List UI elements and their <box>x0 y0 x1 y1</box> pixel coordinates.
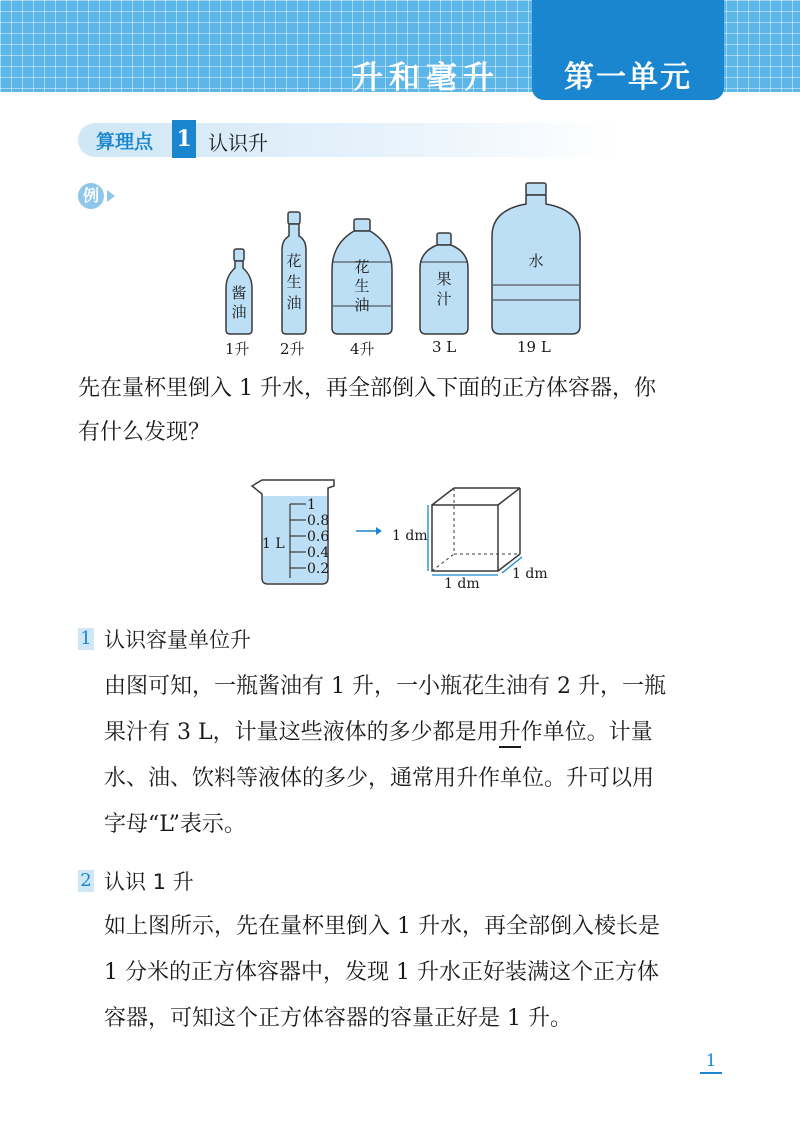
beaker-cube-diagram <box>0 470 800 600</box>
caption-oil-small: 2升 <box>280 340 305 358</box>
bottles-illustration <box>0 178 800 338</box>
unit-label: 第一单元 <box>564 60 692 95</box>
caption-soy: 1升 <box>225 340 250 358</box>
section1-number: 1 <box>78 628 94 650</box>
point-label: 算理点 <box>96 131 154 153</box>
caption-juice: 3 L <box>432 338 457 356</box>
tick-label: 0.4 <box>307 545 330 561</box>
intro-line-2: 有什么发现？ <box>78 420 211 445</box>
section1-line-2-a: 果汁有 3 L，计量这些液体的多少都是用 <box>104 720 499 745</box>
oil-small-label: 花生油 <box>286 252 302 312</box>
point-number: 1 <box>172 120 196 158</box>
tick-label: 0.6 <box>307 529 330 545</box>
water-cap <box>526 183 546 195</box>
point-title: 认识升 <box>208 131 268 155</box>
caption-water: 19 L <box>517 338 551 356</box>
section2-number: 2 <box>78 870 94 892</box>
section1-line-3: 水、油、饮料等液体的多少，通常用升作单位。升可以用 <box>104 766 655 791</box>
section2-title: 认识 1 升 <box>104 870 194 894</box>
section1-line-2-b: 作单位。计量 <box>520 720 653 745</box>
soy-bottle-cap <box>234 249 244 261</box>
section1-line-4: 字母“L”表示。 <box>104 812 246 837</box>
juice-cap <box>437 233 451 245</box>
section2-line-2: 1 分米的正方体容器中，发现 1 升水正好装满这个正方体 <box>104 960 659 985</box>
cube-depth-label: 1 dm <box>512 566 548 582</box>
emphasis-unit: 升 <box>499 720 521 748</box>
section2-line-3: 容器，可知这个正方体容器的容量正好是 1 升。 <box>104 1006 572 1031</box>
cube-height-label: 1 dm <box>392 528 428 544</box>
example-badge: 例 <box>78 183 104 209</box>
chapter-title: 升和毫升 <box>352 60 500 96</box>
unit-tab <box>532 0 724 100</box>
tick-label: 0.2 <box>307 561 330 577</box>
water-label: 水 <box>528 252 544 270</box>
tick-label: 0.8 <box>307 513 330 529</box>
section1-line-1: 由图可知，一瓶酱油有 1 升，一小瓶花生油有 2 升，一瓶 <box>104 674 666 699</box>
oil-big-cap <box>354 219 370 231</box>
oil-big-label: 花生油 <box>354 258 370 314</box>
point-banner <box>78 123 618 157</box>
soy-label: 酱油 <box>231 284 247 321</box>
oil-small-cap <box>288 212 300 224</box>
beaker-label: 1 L <box>262 536 285 552</box>
section2-line-1: 如上图所示，先在量杯里倒入 1 升水，再全部倒入棱长是 <box>104 914 660 939</box>
cube-width-label: 1 dm <box>444 576 480 592</box>
intro-line-1: 先在量杯里倒入 1 升水，再全部倒入下面的正方体容器，你 <box>78 376 656 401</box>
juice-label: 果汁 <box>436 270 452 308</box>
page-number: 1 <box>700 1050 722 1074</box>
caption-oil-big: 4升 <box>350 340 375 358</box>
section1-line-2 <box>104 712 653 753</box>
section1-title: 认识容量单位升 <box>104 628 251 652</box>
cube <box>432 488 520 571</box>
tick-label: 1 <box>307 497 316 513</box>
